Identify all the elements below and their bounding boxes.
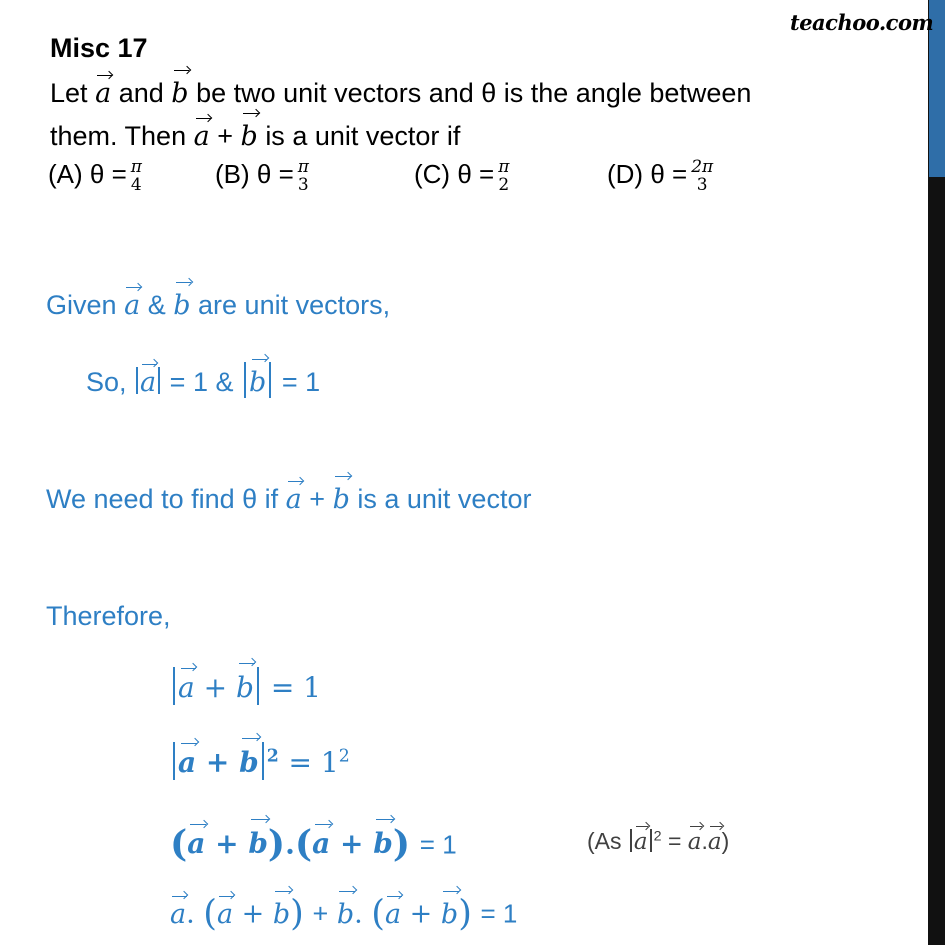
- vector-a: a: [170, 898, 187, 930]
- vector-b: b: [240, 121, 258, 152]
- abs-bar: [173, 667, 175, 705]
- exponent: 2: [338, 746, 350, 767]
- vector-b: b: [239, 745, 259, 779]
- fraction-numerator: π: [297, 157, 309, 177]
- exponent: 2: [266, 746, 279, 767]
- abs-bar: [650, 829, 652, 852]
- question-text: and: [118, 78, 164, 108]
- vector-a: a: [193, 121, 210, 152]
- option-label: (D) θ =: [607, 158, 688, 189]
- fraction: [498, 158, 509, 194]
- therefore-label: Therefore,: [46, 601, 171, 631]
- vector-a: a: [707, 829, 722, 855]
- question-line-1: [50, 78, 751, 109]
- vector-b: b: [336, 898, 355, 930]
- fraction-numerator: π: [130, 157, 142, 177]
- equation-rhs: = 1: [270, 670, 321, 704]
- paren: (: [294, 822, 313, 865]
- fraction-denominator: 4: [130, 175, 142, 195]
- vector-b: b: [332, 484, 350, 515]
- equation-2: a + b $^2 = 1^2$: [170, 742, 350, 780]
- vector-b: b: [173, 290, 191, 321]
- abs-bar: [262, 742, 264, 780]
- vector-a: a: [187, 827, 206, 861]
- need-line: We need to find θ if a + b is a unit vector: [46, 484, 532, 515]
- fraction-denominator: 2: [498, 175, 510, 195]
- equation-rhs: = 1: [419, 829, 457, 860]
- solution-text: Given: [46, 290, 117, 320]
- solution-text: We need to find θ if: [46, 484, 279, 514]
- option-label: (B) θ =: [215, 158, 294, 189]
- abs-bar: [630, 829, 632, 852]
- question-text: be two unit vectors and θ is the angle between: [196, 78, 752, 108]
- solution-text: = 1: [281, 366, 321, 397]
- option-c: [414, 158, 509, 194]
- solution-text: So,: [86, 366, 127, 397]
- note-text: (As: [587, 828, 622, 854]
- identity-note: (As a $^2$ = a.a): [587, 828, 730, 855]
- abs-bar: [244, 362, 246, 398]
- option-label: (A) θ =: [48, 158, 127, 189]
- vector-b: b: [235, 670, 254, 704]
- question-text: them. Then: [50, 121, 187, 151]
- abs-bar: [158, 367, 160, 394]
- paren: ): [392, 822, 411, 865]
- question-line-2: them. Then a + b is a unit vector if: [50, 121, 461, 152]
- question-text: Let: [50, 78, 88, 108]
- vector-b: b: [249, 366, 267, 398]
- option-label: (C) θ =: [414, 158, 495, 189]
- note-text: ): [721, 828, 730, 854]
- solution-text: = 1: [169, 366, 208, 397]
- solution-text: are unit vectors,: [198, 290, 391, 320]
- vector-a: a: [178, 670, 195, 704]
- abs-bar: [173, 742, 175, 780]
- question-title: Misc 17: [50, 33, 148, 63]
- option-a: [48, 158, 142, 194]
- fraction-denominator: 3: [297, 175, 309, 195]
- paren: (: [371, 893, 385, 934]
- vector-a: a: [384, 898, 402, 930]
- note-text: =: [667, 828, 682, 854]
- fraction: [131, 158, 142, 194]
- vector-b: b: [248, 827, 268, 861]
- so-line: [86, 362, 320, 398]
- abs-bar: [257, 667, 259, 705]
- fraction: [298, 158, 309, 194]
- solution-text: is a unit vector: [357, 484, 532, 514]
- equation-rhs: = 1: [480, 898, 518, 929]
- vector-b: b: [171, 78, 189, 109]
- fraction: [691, 158, 713, 194]
- question-text: is a unit vector if: [265, 121, 461, 151]
- option-d: [607, 158, 713, 194]
- vector-a: a: [216, 898, 234, 930]
- paren: (: [203, 893, 217, 934]
- abs-bar: [269, 362, 271, 398]
- solution-text: &: [215, 366, 234, 397]
- abs-bar: [136, 367, 138, 394]
- vector-b: b: [440, 898, 459, 930]
- vector-a: a: [633, 829, 648, 855]
- vector-b: b: [373, 827, 393, 861]
- vector-a: a: [95, 78, 112, 109]
- paren: ): [290, 893, 304, 934]
- vector-a: a: [178, 745, 197, 779]
- option-b: [215, 158, 309, 194]
- equation-1: a + b = 1: [170, 667, 321, 705]
- vector-a: a: [312, 827, 331, 861]
- brand-logo: teachoo.com: [790, 10, 934, 35]
- given-line: [46, 290, 390, 321]
- vector-a: a: [124, 290, 141, 321]
- equation-4: a. (a + b) + b. (a + b) = 1: [170, 893, 518, 934]
- paren: (: [170, 822, 188, 865]
- fraction-numerator: 2π: [691, 157, 714, 177]
- fraction-numerator: π: [498, 157, 510, 177]
- vector-a: a: [687, 829, 702, 855]
- equation-3: (a + b).(a + b) = 1: [170, 822, 457, 865]
- solution-text: &: [147, 290, 166, 320]
- exponent: 2: [653, 828, 662, 845]
- equation-rhs: = 1: [288, 745, 339, 779]
- paren: ): [267, 822, 286, 865]
- vector-a: a: [285, 484, 302, 515]
- vector-a: a: [140, 366, 157, 398]
- vector-b: b: [272, 898, 291, 930]
- fraction-denominator: 3: [696, 175, 708, 195]
- paren: ): [458, 893, 472, 934]
